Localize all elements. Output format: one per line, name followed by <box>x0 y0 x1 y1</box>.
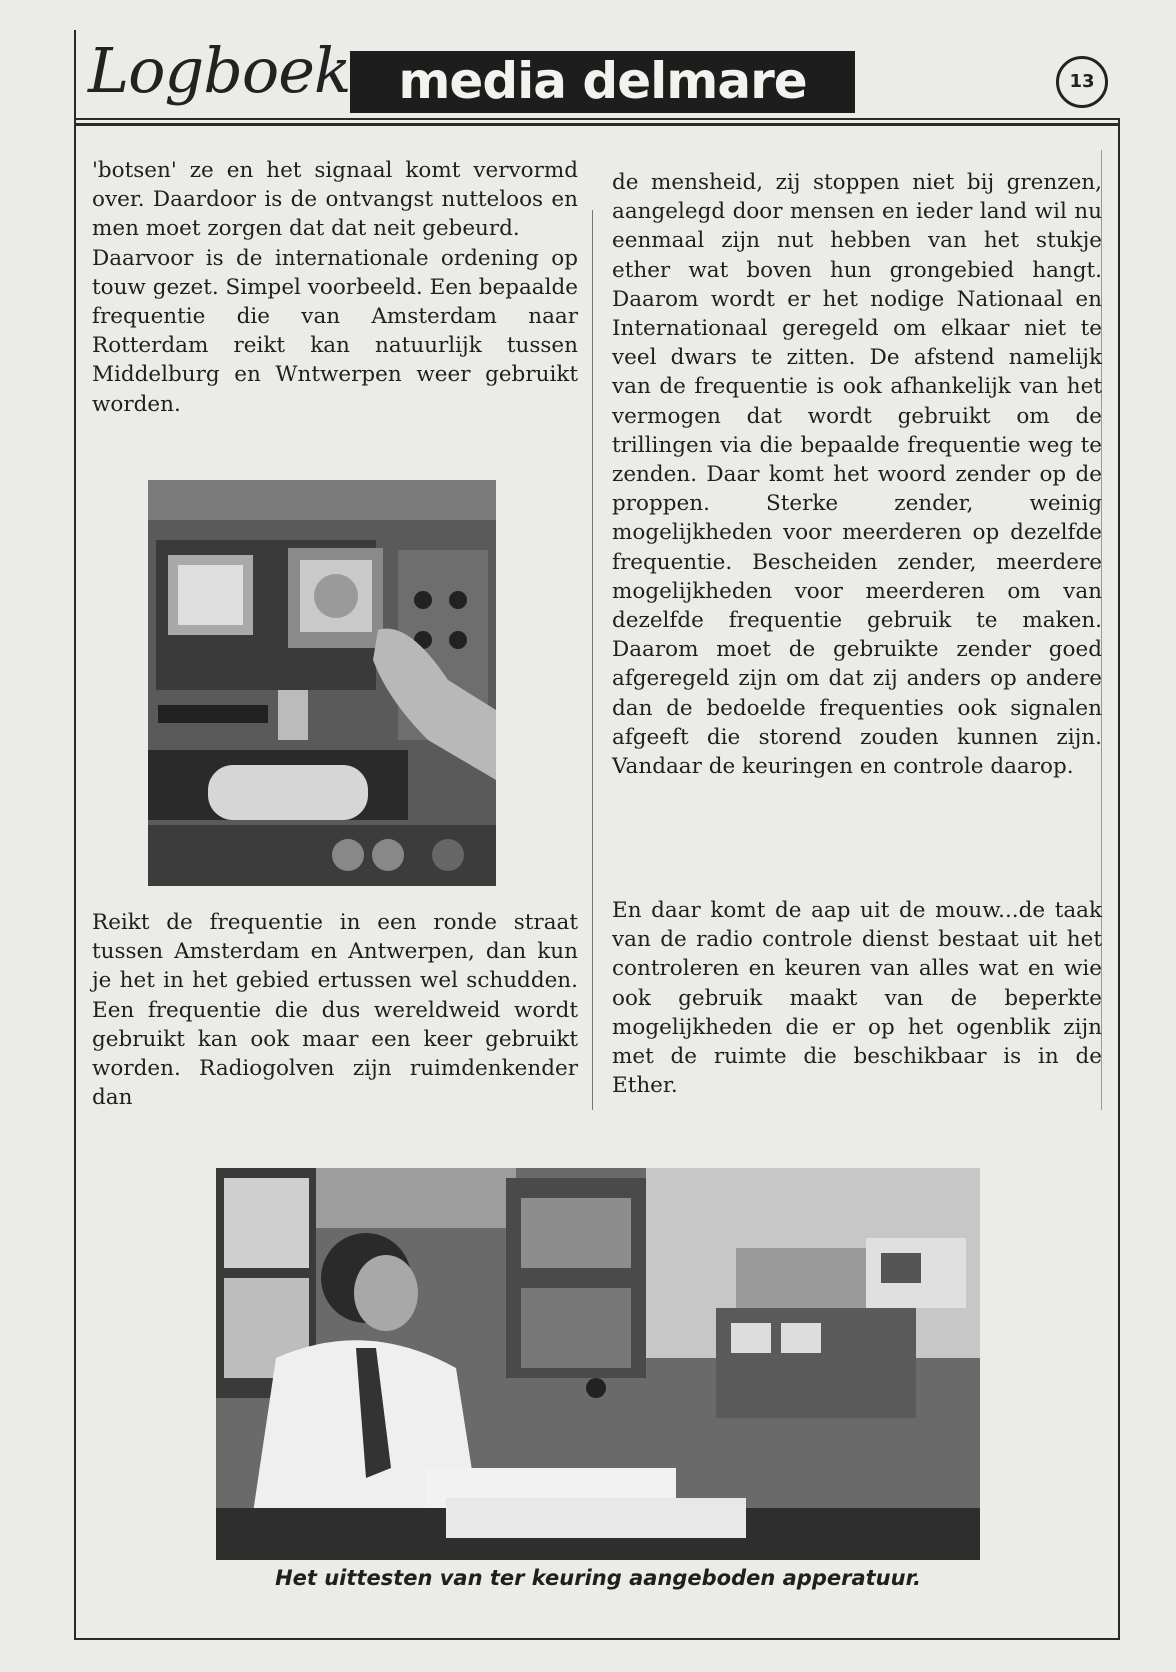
paragraph: 'botsen' ze en het signaal komt vervormd over. Daardoor is de ontvangst nutteloos en men moet zorgen dat dat neit gebeurd. <box>92 158 578 242</box>
logo-script: Logboek <box>88 34 351 107</box>
photo-equipment-panel <box>148 480 496 886</box>
article-left-bottom <box>92 908 578 1112</box>
photo-technician-at-desk <box>216 1168 980 1560</box>
page-border-bottom <box>74 1638 1120 1640</box>
masthead <box>88 34 1118 114</box>
article-right-bottom <box>612 896 1102 1100</box>
header-rule-thick <box>74 123 1120 126</box>
paragraph: Daarvoor is de internationale ordening op touw gezet. Simpel voorbeeld. Een bepaalde frequentie die van Amsterdam naar Rotterdam reikt kan natuurlijk tussen Middelburg en Wntwerpen weer gebruikt worden. <box>92 245 578 417</box>
column-divider <box>592 210 593 1110</box>
page-number: 13 <box>1056 56 1108 108</box>
paragraph: Reikt de frequentie in een ronde straat tussen Amsterdam en Antwerpen, dan kun je het in het gebied ertussen wel schudden. Een frequentie die dus wereldweid wordt gebruikt kan ook maar een keer gebruikt worden. Radiogolven zijn ruimdenkender dan <box>92 910 578 1111</box>
page-border-right <box>1118 120 1120 1640</box>
header-rule <box>74 118 1120 120</box>
paragraph: En daar komt de aap uit de mouw...de taak van de radio controle dienst bestaat uit het controleren en keuren van alles wat en wie ook gebruik maakt van de beperkte mogelijkheden die er op het ogenblik zijn met de ruimte die beschikbaar is in de Ether. <box>612 898 1102 1099</box>
article-right-top <box>612 168 1102 781</box>
photo-caption: Het uittesten van ter keuring aangeboden apperatuur. <box>275 1566 921 1590</box>
page-border-left <box>74 30 76 1640</box>
paragraph: de mensheid, zij stoppen niet bij grenzen, aangelegd door mensen en ieder land wil nu eenmaal zijn nut hebben van het stukje ether wat boven hun grongebied hangt. Daarom wordt er het nodige Nationaal en Internationaal geregeld om elkaar niet te veel dwars te zitten. De afstend namelijk van de frequentie is ook afhankelijk van het vermogen dat wordt gebruikt om de trillingen via die bepaalde frequentie weg te zenden. Daar komt het woord zender op de proppen. Sterke zender, weinig mogelijkheden voor meerderen op dezelfde frequentie. Bescheiden zender, meerdere mogelijkheden voor meerderen om van dezelfde frequentie gebruik te maken. Daarom moet de gebruikte zender goed afgeregeld zijn om dat zij anders op andere dan de bedoelde frequenties ook signalen afgeeft die storend zouden kunnen zijn. Vandaar de keuringen en controle daarop. <box>612 170 1102 780</box>
article-left-top <box>92 156 578 419</box>
logo-brand: media delmare <box>350 51 855 113</box>
